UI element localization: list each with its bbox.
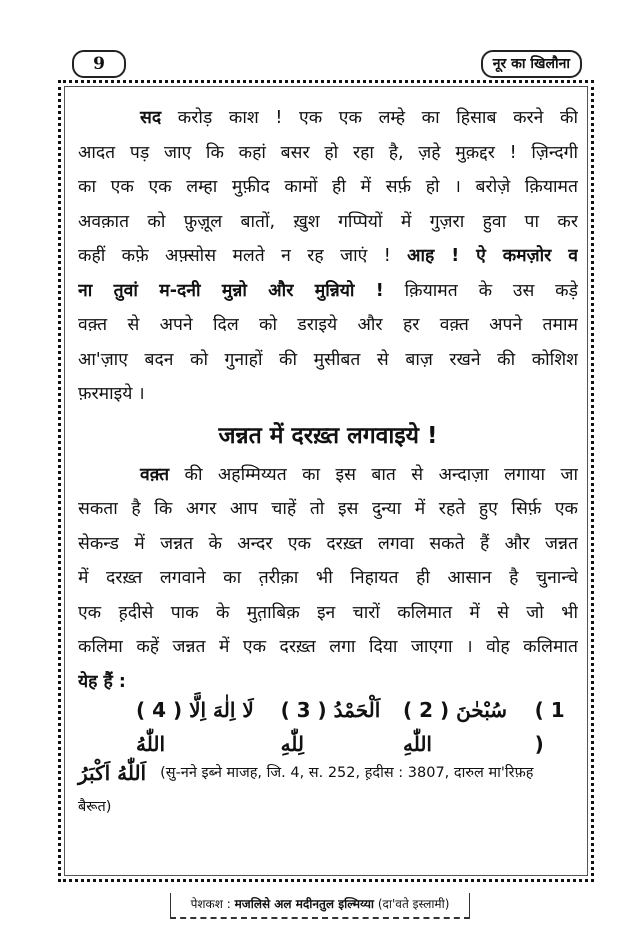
line-text: कहीं कफ़े अफ़्सोस मलते न रह जाएं !: [78, 246, 408, 266]
kalima-1-arabic: اَللّٰهُ اَكْبَرُ: [78, 760, 147, 785]
text-line: का एक एक लम्हा मुफ़ीद कामों ही में सर्फ़ हो । बरोज़े क़ियामत: [78, 177, 578, 197]
hadith-reference-continued: बैरूत): [78, 799, 112, 815]
section-heading: जन्नत में दरख़्त लगवाइये !: [218, 422, 438, 449]
text-line: सकता है कि अगर आप चाहें तो इस दुन्या में रहते हुए सिर्फ़ एक: [78, 499, 578, 519]
text-line: आदत पड़ जाए कि कहां बसर हो रहा है, ज़हे मुक़द्दर ! ज़िन्दगी: [78, 142, 578, 163]
page-number: 9: [72, 50, 126, 78]
text-line: [78, 274, 578, 309]
text-line: एक ह़दीसे पाक के मुत़ाबिक़ इन चारों कलिमात में से जो भी: [78, 602, 578, 623]
line-text: क़ियामत के उस कड़े: [383, 280, 578, 301]
bold-text: सद: [140, 108, 162, 128]
paragraph-2: [78, 458, 578, 700]
text-line: [78, 239, 578, 274]
kalima-3: ( 3 ) اَلْحَمْدُ لِلّٰهِ: [280, 697, 381, 756]
text-line: वक़्त से अपने दिल को डराइये और हर वक़्त अपने तमाम: [78, 315, 578, 335]
hadith-reference: (सु-नने इब्ने माजह, जि. 4, स. 252, ह़दीस : 3807, दारुल मा'रिफ़ह: [160, 764, 534, 781]
bold-text: येह हैं :: [78, 671, 126, 692]
text-line: में दरख़्त लगवाने का त़रीक़ा भी निहायत ही आसान है चुनान्चे: [78, 568, 578, 588]
text-line: सेकन्ड में जन्नत के अन्दर एक दरख़्त लगवा सकते हैं और जन्नत: [78, 533, 578, 554]
kalimat-row: [78, 697, 578, 756]
book-title: नूर का खिलौना: [481, 50, 582, 78]
footer-organization: मजलिसे अल मदीनतुल इल्मिय्या: [234, 897, 375, 911]
bold-text: ना तुवां म-दनी मुन्नो और मुन्नियो !: [78, 280, 384, 301]
text-line: अवक़ात को फ़ुज़ूल बातों, ख़ुश गप्पियों में गुज़रा हुवा पा कर: [78, 211, 578, 232]
publisher-footer: [170, 893, 470, 919]
footer-suffix: (दा'वते इस्लामी): [377, 897, 450, 911]
text-line: [78, 458, 578, 493]
text-line: [78, 101, 578, 136]
kalima-4: ( 4 ) لَا اِلٰهَ اِلَّا اللّٰهُ: [136, 697, 254, 756]
kalima-2: ( 2 ) سُبْحٰنَ اللّٰهِ: [402, 697, 507, 756]
text-line: आ'ज़ाए बदन को गुनाहों की मुसीबत से बाज़ रखने की कोशिश: [78, 349, 578, 370]
line-text: करोड़ काश ! एक एक लम्हे का हिसाब करने की: [161, 108, 578, 128]
footer-prefix: पेशकश :: [190, 897, 231, 911]
kalima-1: ( 1 ): [534, 697, 565, 756]
text-line: कलिमा कहें जन्नत में एक दरख़्त लगा दिया जाएगा । वोह कलिमात: [78, 637, 578, 657]
bold-text: आह ! ऐ कमज़ोर व: [407, 246, 578, 266]
page-content: [78, 101, 578, 821]
bold-text: वक़्त: [140, 464, 170, 485]
line-text: की अहम्मिय्यत का इस बात से अन्दाज़ा लगाया जा: [169, 464, 578, 485]
text-line: फ़रमाइये ।: [78, 384, 145, 404]
paragraph-1: [78, 101, 578, 412]
